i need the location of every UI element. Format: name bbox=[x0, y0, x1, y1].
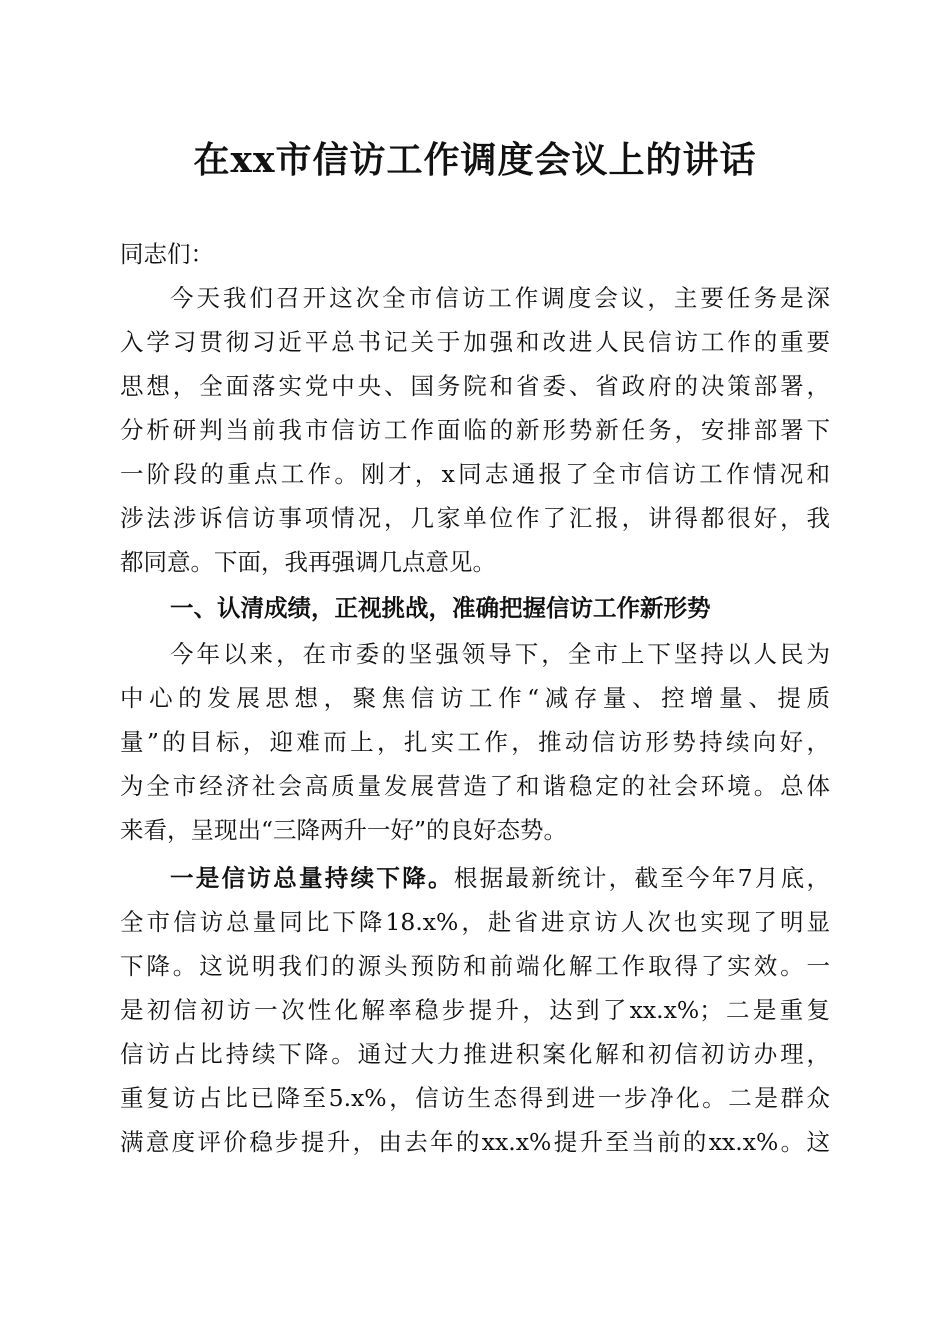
paragraph-line: 全市信访总量同比下降18.x%，赴省进京访人次也实现了明显 bbox=[120, 908, 830, 936]
salutation: 同志们： bbox=[120, 240, 214, 268]
point-lead: 一是信访总量持续下降。 bbox=[170, 864, 454, 892]
paragraph-line: 中心的发展思想，聚焦信访工作“减存量、控增量、提质 bbox=[120, 684, 830, 712]
paragraph-line: 入学习贯彻习近平总书记关于加强和改进人民信访工作的重要 bbox=[120, 328, 830, 356]
paragraph-line: 都同意。下面，我再强调几点意见。 bbox=[120, 548, 496, 576]
paragraph-line: 信访占比持续下降。通过大力推进积案化解和初信初访办理， bbox=[120, 1040, 830, 1068]
paragraph-line: 是初信初访一次性化解率稳步提升，达到了xx.x%；二是重复 bbox=[120, 996, 830, 1024]
paragraph-line bbox=[170, 856, 830, 900]
paragraph-line: 一阶段的重点工作。刚才，x同志通报了全市信访工作情况和 bbox=[120, 460, 830, 488]
paragraph-line: 下降。这说明我们的源头预防和前端化解工作取得了实效。一 bbox=[120, 952, 830, 980]
document-title: 在xx市信访工作调度会议上的讲话 bbox=[193, 139, 757, 181]
paragraph-line: 今年以来，在市委的坚强领导下，全市上下坚持以人民为 bbox=[170, 640, 830, 668]
paragraph-line: 来看，呈现出“三降两升一好”的良好态势。 bbox=[120, 816, 568, 844]
paragraph-line: 重复访占比已降至5.x%，信访生态得到进一步净化。二是群众 bbox=[120, 1084, 830, 1112]
section-heading: 一、认清成绩，正视挑战，准确把握信访工作新形势 bbox=[170, 594, 711, 622]
paragraph-line: 今天我们召开这次全市信访工作调度会议，主要任务是深 bbox=[170, 284, 830, 312]
paragraph-line: 量”的目标，迎难而上，扎实工作，推动信访形势持续向好， bbox=[120, 728, 830, 756]
paragraph-line: 分析研判当前我市信访工作面临的新形势新任务，安排部署下 bbox=[120, 416, 830, 444]
paragraph-line: 思想，全面落实党中央、国务院和省委、省政府的决策部署， bbox=[120, 372, 830, 400]
paragraph-line: 为全市经济社会高质量发展营造了和谐稳定的社会环境。总体 bbox=[120, 772, 830, 800]
paragraph-line: 满意度评价稳步提升，由去年的xx.x%提升至当前的xx.x%。这 bbox=[120, 1128, 830, 1156]
paragraph-line: 涉法涉诉信访事项情况，几家单位作了汇报，讲得都很好，我 bbox=[120, 504, 830, 532]
point-text: 根据最新统计，截至今年7月底， bbox=[453, 864, 831, 892]
